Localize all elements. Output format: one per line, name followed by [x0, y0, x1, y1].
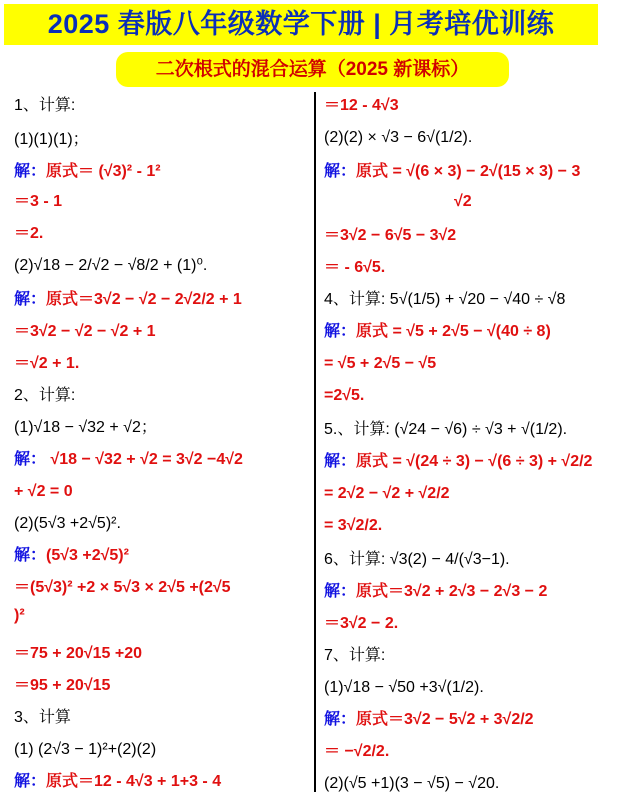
- solution-label: 解：: [324, 583, 357, 600]
- solution-expression: 原式＝3√2 − 5√2 + 3√2/2: [356, 711, 534, 728]
- right-line: ＝3√2 − 2.: [324, 615, 399, 632]
- right-line: =2√5.: [324, 387, 365, 404]
- right-line: 6、计算: √3(2) − 4/(√3−1).: [324, 551, 510, 568]
- left-line: ＝√2 + 1.: [14, 355, 80, 372]
- left-line: (2)(5√3 +2√5)².: [14, 515, 121, 532]
- right-line: [324, 580, 547, 604]
- right-line: [324, 320, 551, 344]
- column-divider: [314, 92, 316, 792]
- right-line: [324, 160, 580, 184]
- left-line: ＝75 + 20√15 +20: [14, 645, 142, 662]
- left-line: ＝95 + 20√15: [14, 677, 111, 694]
- right-line: (2)(√5 +1)(3 − √5) − √20.: [324, 775, 500, 792]
- solution-expression: 原式＝12 - 4√3 + 1+3 - 4: [46, 773, 222, 790]
- left-line: ＝3 - 1: [14, 193, 63, 210]
- solution-expression: (5√3 +2√5)²: [46, 547, 129, 564]
- right-line: ＝ −√2/2.: [324, 743, 390, 760]
- right-line: (2)(2) × √3 − 6√(1/2).: [324, 129, 473, 146]
- solution-expression: 原式＝3√2 + 2√3 − 2√3 − 2: [356, 583, 548, 600]
- page-subtitle: 二次根式的混合运算（2025 新课标）: [116, 52, 509, 87]
- left-line: [14, 288, 242, 312]
- left-line: + √2 = 0: [14, 483, 73, 500]
- solution-expression: 原式 = √5 + 2√5 − √(40 ÷ 8): [356, 323, 551, 340]
- solution-expression: 原式＝3√2 − √2 − 2√2/2 + 1: [46, 291, 242, 308]
- left-line: (1)(1)(1)；: [14, 131, 89, 148]
- left-line: [14, 770, 221, 794]
- right-line: 7、计算:: [324, 647, 386, 664]
- left-line: (1) (2√3 − 1)²+(2)(2): [14, 741, 157, 758]
- right-line: √2: [454, 193, 472, 210]
- right-line: = 3√2/2.: [324, 517, 383, 534]
- solution-label: 解：: [324, 711, 357, 728]
- solution-label: 解：: [14, 773, 47, 790]
- solution-label: 解：: [324, 453, 357, 470]
- left-line: ＝3√2 − √2 − √2 + 1: [14, 323, 156, 340]
- left-line: ＝(5√3)² +2 × 5√3 × 2√5 +(2√5: [14, 579, 231, 596]
- left-line: [14, 160, 161, 184]
- left-line: [14, 544, 129, 568]
- right-line: ＝12 - 4√3: [324, 97, 399, 114]
- left-line: 1、计算:: [14, 97, 76, 114]
- right-line: 5.、计算: (√24 − √6) ÷ √3 + √(1/2).: [324, 421, 568, 438]
- left-line: 2、计算:: [14, 387, 76, 404]
- left-line: [14, 448, 243, 472]
- solution-label: 解：: [324, 323, 357, 340]
- right-line: = 2√2 − √2 + √2/2: [324, 485, 450, 502]
- right-line: ＝ - 6√5.: [324, 259, 386, 276]
- right-line: ＝3√2 − 6√5 − 3√2: [324, 227, 457, 244]
- page-title: 2025 春版八年级数学下册 | 月考培优训练: [4, 4, 598, 45]
- solution-label: 解：: [324, 163, 357, 180]
- solution-expression: 原式＝ (√3)² - 1²: [46, 163, 161, 180]
- left-line: )²: [14, 607, 25, 624]
- right-line: 4、计算: 5√(1/5) + √20 − √40 ÷ √8: [324, 291, 566, 308]
- right-line: (1)√18 − √50 +3√(1/2).: [324, 679, 484, 696]
- right-line: [324, 708, 534, 732]
- solution-expression: 原式 = √(6 × 3) − 2√(15 × 3) − 3: [356, 163, 581, 180]
- right-line: [324, 450, 592, 474]
- solution-label: 解：: [14, 547, 47, 564]
- left-line: ＝2.: [14, 225, 44, 242]
- right-line: = √5 + 2√5 − √5: [324, 355, 437, 372]
- solution-label: 解：: [14, 451, 47, 468]
- solution-label: 解：: [14, 291, 47, 308]
- left-line: (1)√18 − √32 + √2；: [14, 419, 157, 436]
- solution-expression: √18 − √32 + √2 = 3√2 −4√2: [46, 451, 243, 468]
- solution-expression: 原式 = √(24 ÷ 3) − √(6 ÷ 3) + √2/2: [356, 453, 593, 470]
- left-line: (2)√18 − 2/√2 − √8/2 + (1)⁰.: [14, 257, 208, 274]
- solution-label: 解：: [14, 163, 47, 180]
- left-line: 3、计算: [14, 709, 71, 726]
